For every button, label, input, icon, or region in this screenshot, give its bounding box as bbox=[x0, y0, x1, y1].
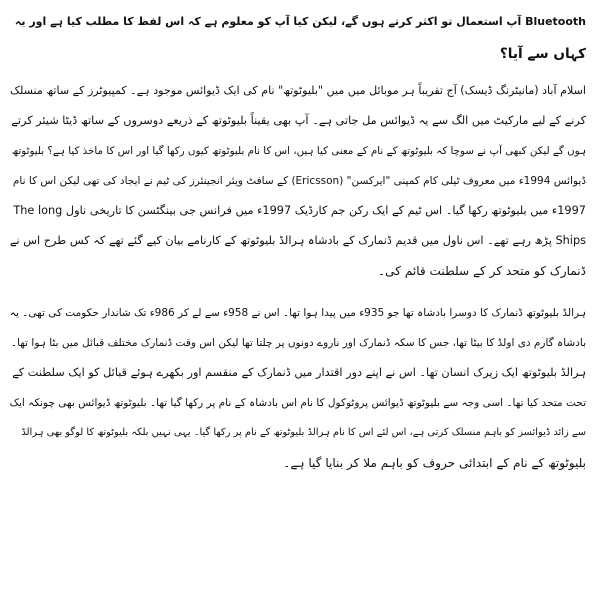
paragraph-origin-of-bluetooth bbox=[10, 76, 586, 286]
paragraph-line: ڈنمارک کو متحد کر کے سلطنت قائم کی۔ bbox=[378, 264, 586, 278]
paragraph-line: Ships پڑھ رہے تھے۔ اس ناول میں قدیم ڈنمارک کے بادشاہ ہرالڈ بلیوٹوتھ کے کارنامے بیان کیے گئے تھے کہ کس طرح اس نے bbox=[9, 234, 586, 247]
paragraph-line: سے زائد ڈیوائسز کو باہم منسلک کرتی ہے، اس لئے اس کا نام ہرالڈ بلیوٹوتھ کے نام پر رکھا گیا۔ یہی نہیں بلکہ بلیوٹوتھ کا لوگو بھی ہرالڈ bbox=[21, 427, 586, 438]
paragraph-line: 1997ء میں بلیوٹوتھ رکھا گیا۔ اس ٹیم کے ایک رکن جم کارڈیک 1997ء میں فرانس جی بینگٹسن کا تاریخی ناول The long bbox=[13, 204, 586, 217]
paragraph-harald-bluetooth bbox=[10, 298, 586, 478]
paragraph-line: تحت متحد کیا تھا۔ اسی وجہ سے بلیوٹوتھ ڈیوائس پروٹوکول کا نام اس بادشاہ کے نام پر رکھا گیا تھا۔ بلیوٹوتھ ڈیوائس بھی چونکہ ایک bbox=[9, 397, 586, 409]
paragraph-line: ہرالڈ بلیوٹوتھ ڈنمارک کا دوسرا بادشاہ تھا جو 935ء میں پیدا ہوا تھا۔ اس نے 958ء سے لے کر 986ء تک شاندار حکومت کی تھی۔ یہ bbox=[9, 307, 586, 319]
paragraph-line: اسلام آباد (مانیٹرنگ ڈیسک) آج تقریباً ہر موبائل میں میں "بلیوٹوتھ" نام کی ایک ڈیوائس موجود ہے۔ کمپیوٹرز کے ساتھ منسلک bbox=[10, 84, 586, 97]
paragraph-line: کرنے کے لیے مارکیٹ میں الگ سے یہ ڈیوائس مل جاتی ہے۔ آپ بھی یقیناً بلیوٹوتھ کے ذریعے دوسروں کے ساتھ ڈیٹا شیئر کرتے bbox=[11, 114, 586, 127]
heading-line: Bluetooth آپ استعمال تو اکثر کرتے ہوں گے، لیکن کیا آپ کو معلوم ہے کہ اس لفظ کا مطلب کیا ہے اور یہ bbox=[14, 15, 586, 28]
article-heading bbox=[10, 6, 586, 70]
paragraph-line: ہوں گے لیکن کبھی آپ نے سوچا کہ بلیوٹوتھ کے نام کے معنی کیا ہیں، اس کا نام بلیوٹوتھ کیوں رکھا گیا اور اس کا ماخذ کیا ہے؟ بلیوٹوتھ bbox=[11, 145, 586, 157]
heading-line: کہاں سے آیا؟ bbox=[499, 46, 586, 62]
paragraph-line: ڈیوائس 1994ء میں معروف ٹیلی کام کمپنی "ایرکسن" (Ericsson) کے سافٹ ویئر انجینئرز کی ٹیم نے ایجاد کی تھی لیکن اس کا نام bbox=[12, 175, 586, 187]
paragraph-line: بلیوٹوتھ کے نام کے ابتدائی حروف کو باہم ملا کر بنایا گیا ہے۔ bbox=[283, 456, 586, 470]
paragraph-line: بادشاہ گارم دی اولڈ کا بیٹا تھا، جس کا سکہ ڈنمارک اور ناروے دونوں پر چلتا تھا لیکن اس وقت ڈنمارک مختلف قبائل میں بٹا ہوا تھا۔ bbox=[10, 337, 586, 349]
paragraph-line: ہرالڈ بلیوٹوتھ ایک زیرک انسان تھا۔ اس نے اپنے دور اقتدار میں ڈنمارک کے منقسم اور بکھرے ہوئے قبائل کو ایک سلطنت کے bbox=[12, 366, 586, 379]
